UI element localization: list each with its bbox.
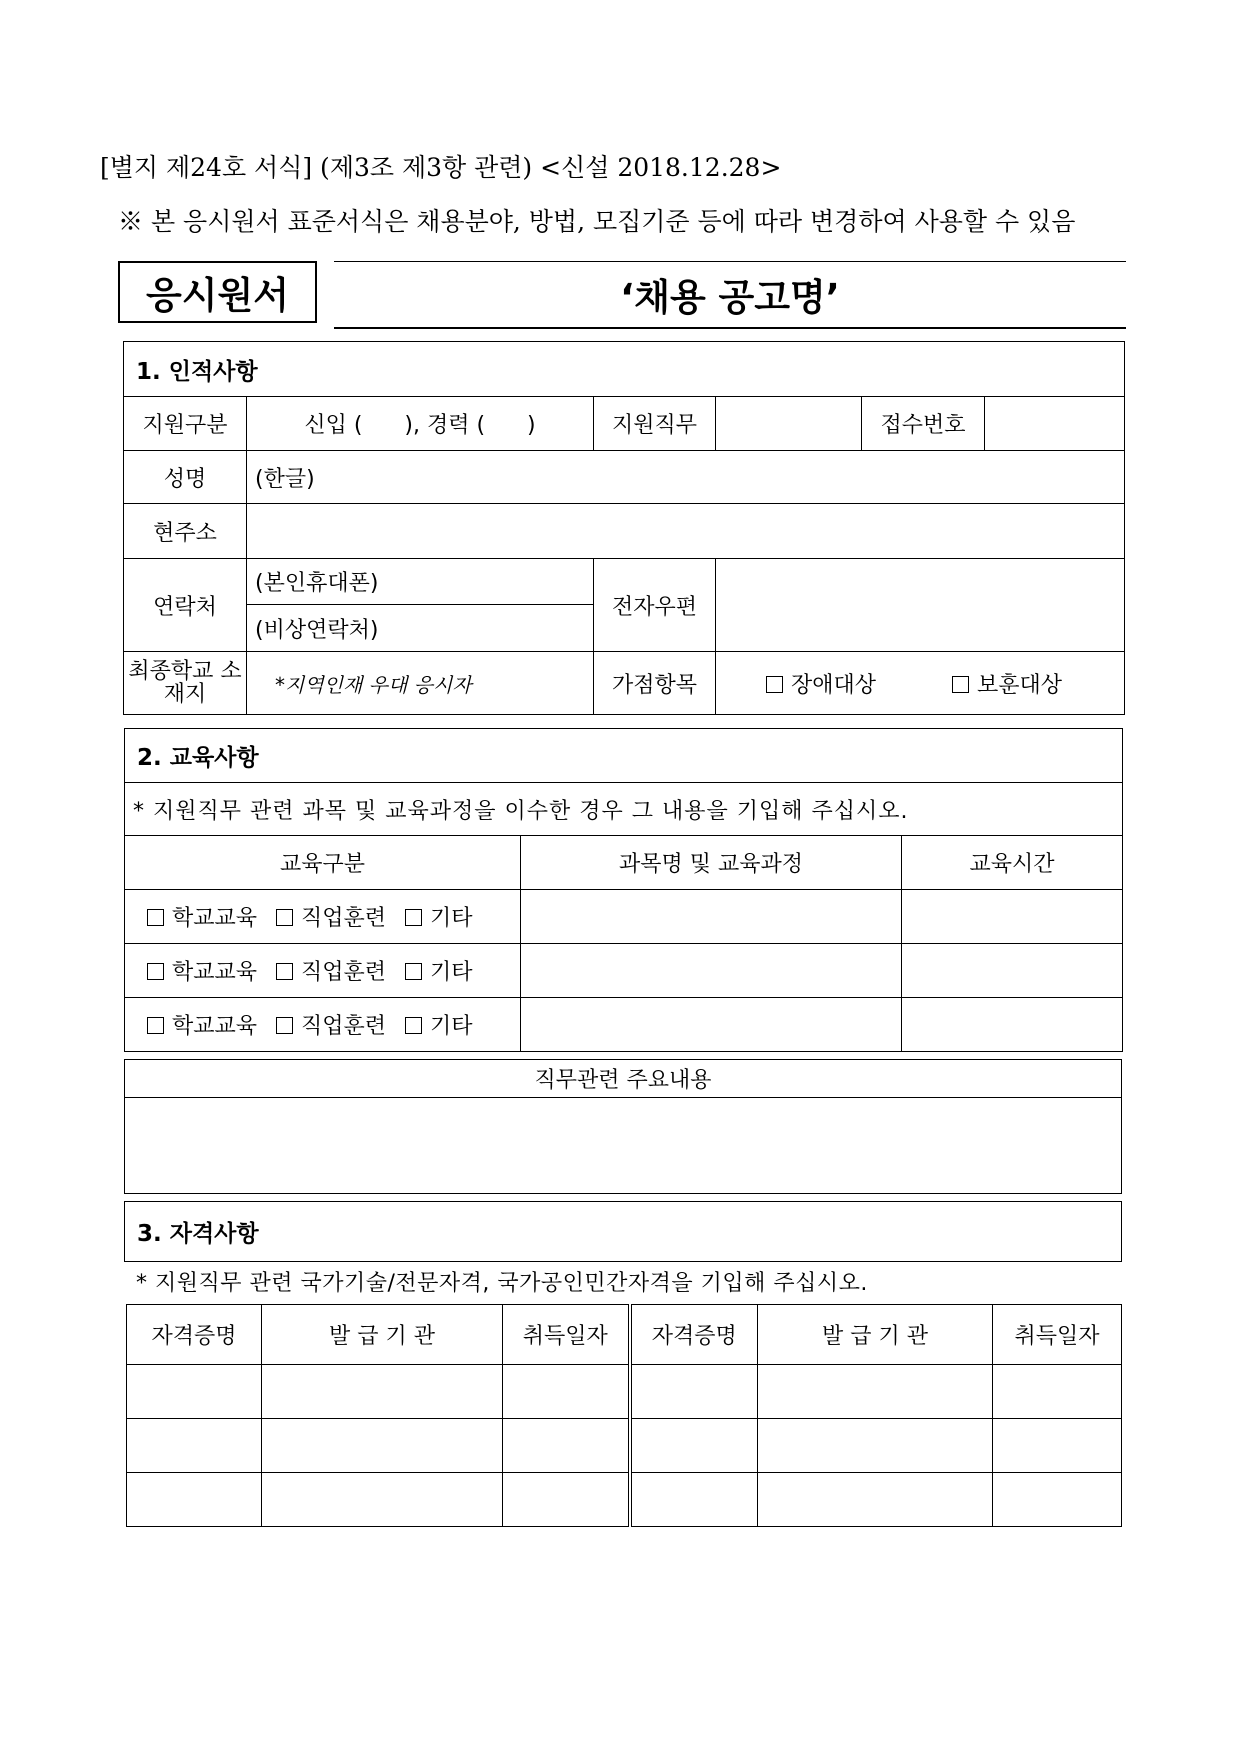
section2-heading: 2. 교육사항 <box>125 729 1123 783</box>
bonus-label: 가점항목 <box>594 652 716 715</box>
school-edu-label: 학교교육 <box>172 906 258 931</box>
school-edu-checkbox[interactable] <box>147 909 164 926</box>
section3-instruction: * 지원직무 관련 국가기술/전문자격, 국가공인민간자격을 기입해 주십시오. <box>136 1271 868 1296</box>
contact-label: 연락처 <box>124 559 247 652</box>
email-label: 전자우편 <box>594 559 716 652</box>
acquired-date-field[interactable] <box>993 1365 1122 1419</box>
school-edu-checkbox[interactable] <box>147 1017 164 1034</box>
issuer-field[interactable] <box>758 1473 993 1527</box>
mobile-field[interactable]: (본인휴대폰) <box>247 559 594 605</box>
recruitment-title: ‘채용 공고명’ <box>620 276 840 319</box>
acquired-date-field[interactable] <box>993 1473 1122 1527</box>
email-field[interactable] <box>716 559 1125 652</box>
edu-hours-field[interactable] <box>902 998 1123 1052</box>
education-table <box>124 728 1123 1052</box>
veteran-option-label: 보훈대상 <box>977 672 1063 698</box>
veteran-checkbox[interactable] <box>952 676 969 693</box>
vocational-label: 직업훈련 <box>301 906 387 931</box>
cert-name-field[interactable] <box>630 1473 758 1527</box>
col-course-name: 과목명 및 교육과정 <box>521 836 902 890</box>
cert-name-field[interactable] <box>127 1365 262 1419</box>
other-checkbox[interactable] <box>405 963 422 980</box>
other-label: 기타 <box>430 906 473 931</box>
acquired-date-field[interactable] <box>503 1365 630 1419</box>
col-acquired-date: 취득일자 <box>503 1305 630 1365</box>
section3-heading: 3. 자격사항 <box>124 1201 1122 1262</box>
course-name-field[interactable] <box>521 890 902 944</box>
table-row <box>125 998 1123 1052</box>
disability-checkbox[interactable] <box>766 676 783 693</box>
table-row <box>125 944 1123 998</box>
col-edu-hours: 교육시간 <box>902 836 1123 890</box>
other-label: 기타 <box>430 960 473 985</box>
vocational-label: 직업훈련 <box>301 960 387 985</box>
personal-info-table <box>123 341 1125 715</box>
disability-option-label: 장애대상 <box>791 672 877 698</box>
school-edu-label: 학교교육 <box>172 960 258 985</box>
col-cert-name: 자격증명 <box>630 1305 758 1365</box>
vocational-label: 직업훈련 <box>301 1014 387 1039</box>
course-name-field[interactable] <box>521 944 902 998</box>
address-label: 현주소 <box>124 504 247 559</box>
school-edu-checkbox[interactable] <box>147 963 164 980</box>
table-row <box>127 1365 1122 1419</box>
col-issuer: 발 급 기 관 <box>758 1305 993 1365</box>
col-cert-name: 자격증명 <box>127 1305 262 1365</box>
emergency-contact-field[interactable]: (비상연락처) <box>247 605 594 652</box>
col-edu-type: 교육구분 <box>125 836 521 890</box>
acquired-date-field[interactable] <box>993 1419 1122 1473</box>
vocational-checkbox[interactable] <box>276 909 293 926</box>
name-label: 성명 <box>124 451 247 504</box>
edu-hours-field[interactable] <box>902 890 1123 944</box>
certification-table <box>126 1304 1122 1527</box>
course-name-field[interactable] <box>521 998 902 1052</box>
bonus-options <box>716 652 1125 715</box>
table-row <box>127 1419 1122 1473</box>
job-summary-table <box>124 1059 1122 1194</box>
school-edu-label: 학교교육 <box>172 1014 258 1039</box>
issuer-field[interactable] <box>262 1365 503 1419</box>
col-issuer: 발 급 기 관 <box>262 1305 503 1365</box>
regional-talent-note: *지역인재 우대 응시자 <box>275 672 472 697</box>
receipt-field[interactable] <box>985 397 1125 451</box>
acquired-date-field[interactable] <box>503 1419 630 1473</box>
issuer-field[interactable] <box>758 1419 993 1473</box>
job-summary-field[interactable] <box>125 1098 1122 1194</box>
apply-type-field[interactable]: 신입 ( ), 경력 ( ) <box>247 397 594 451</box>
other-checkbox[interactable] <box>405 1017 422 1034</box>
other-label: 기타 <box>430 1014 473 1039</box>
col-acquired-date: 취득일자 <box>993 1305 1122 1365</box>
table-row <box>125 890 1123 944</box>
edu-type-options <box>125 944 521 998</box>
usage-notice: ※ 본 응시원서 표준서식은 채용분야, 방법, 모집기준 등에 따라 변경하여 사용할 수 있음 <box>118 207 1076 236</box>
receipt-label: 접수번호 <box>862 397 985 451</box>
edu-hours-field[interactable] <box>902 944 1123 998</box>
school-location-label: 최종학교 소재지 <box>124 652 247 715</box>
vocational-checkbox[interactable] <box>276 1017 293 1034</box>
vocational-checkbox[interactable] <box>276 963 293 980</box>
section2-instruction: * 지원직무 관련 과목 및 교육과정을 이수한 경우 그 내용을 기입해 주십시오. <box>125 783 1123 836</box>
job-summary-label: 직무관련 주요내용 <box>125 1060 1122 1098</box>
title-rule-top <box>334 261 1126 262</box>
legal-reference: [별지 제24호 서식] (제3조 제3항 관련) <신설 2018.12.28> <box>100 153 782 182</box>
school-location-field[interactable] <box>247 652 594 715</box>
issuer-field[interactable] <box>262 1419 503 1473</box>
job-field[interactable] <box>716 397 862 451</box>
cert-name-field[interactable] <box>127 1419 262 1473</box>
cert-name-field[interactable] <box>630 1419 758 1473</box>
job-label: 지원직무 <box>594 397 716 451</box>
cert-name-field[interactable] <box>127 1473 262 1527</box>
form-title: 응시원서 <box>118 261 317 323</box>
acquired-date-field[interactable] <box>503 1473 630 1527</box>
cert-name-field[interactable] <box>630 1365 758 1419</box>
apply-type-label: 지원구분 <box>124 397 247 451</box>
issuer-field[interactable] <box>758 1365 993 1419</box>
edu-type-options <box>125 890 521 944</box>
title-rule-bottom <box>334 327 1126 329</box>
section1-heading: 1. 인적사항 <box>124 342 1125 397</box>
name-field[interactable]: (한글) <box>247 451 1125 504</box>
table-row <box>127 1473 1122 1527</box>
other-checkbox[interactable] <box>405 909 422 926</box>
address-field[interactable] <box>247 504 1125 559</box>
edu-type-options <box>125 998 521 1052</box>
issuer-field[interactable] <box>262 1473 503 1527</box>
